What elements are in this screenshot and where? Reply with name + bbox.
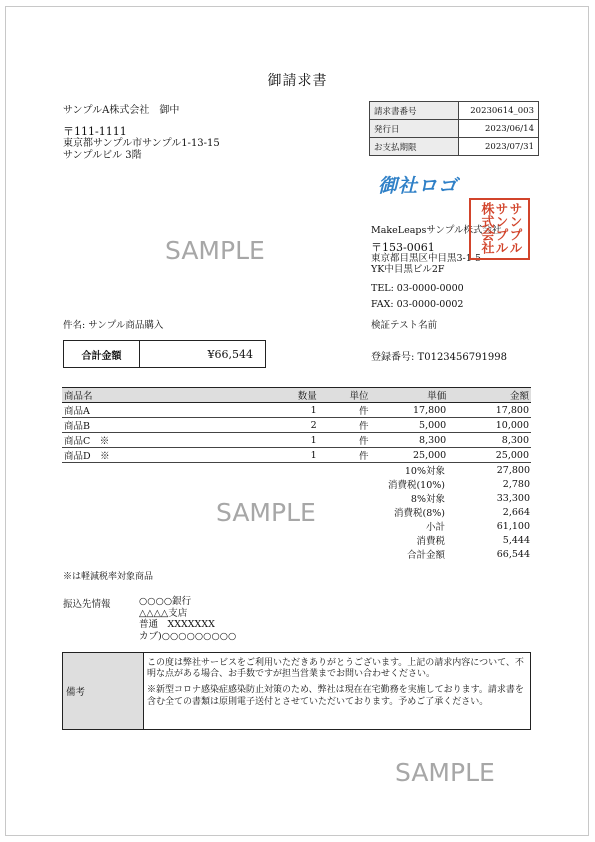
summary-value: 2,780: [502, 478, 530, 490]
total-amount-label: 合計金額: [64, 341, 140, 367]
summary-row: [370, 533, 530, 547]
issuer-address-line2: YK中目黒ビル2F: [371, 264, 445, 275]
item-price: 25,000: [370, 448, 448, 463]
item-name: 商品D ※: [62, 448, 245, 463]
document-title: 御請求書: [267, 73, 328, 89]
bank-account-holder: カブ)○○○○○○○○○: [139, 630, 237, 642]
tax-summary-table: [370, 463, 530, 561]
issuer-postal-code: 〒153-0061: [371, 241, 435, 254]
item-price: 8,300: [370, 433, 448, 448]
remarks-paragraph: ※新型コロナ感染症感染防止対策のため、弊社は現在在宅勤務を実施しております。請求書を含む全ての書類は原則電子送付とさせていただいております。予めご了承ください。: [147, 685, 524, 707]
remarks-content: [144, 653, 530, 729]
col-header-amount: 金額: [448, 388, 531, 403]
invoice-meta-table: [369, 101, 539, 156]
item-amount: 8,300: [448, 433, 531, 448]
summary-row: [370, 519, 530, 533]
item-qty: 2: [245, 418, 319, 433]
item-unit: 件: [319, 418, 371, 433]
registration-number: 登録番号: T0123456791998: [371, 352, 507, 363]
item-unit: 件: [319, 433, 371, 448]
item-qty: 1: [245, 433, 319, 448]
bank-info-label: 振込先情報: [63, 599, 111, 610]
remarks-paragraph: この度は弊社サービスをご利用いただきありがとうございます。上記の請求内容について、不明な点がある場合、お手数ですが担当営業までお問い合わせください。: [147, 658, 524, 680]
table-header-row: [62, 388, 531, 403]
client-address-line1: 東京都サンプル市サンプル1-13-15: [63, 138, 220, 149]
bank-branch: △△△△支店: [139, 607, 188, 619]
invoice-number-label: 請求書番号: [370, 102, 459, 120]
client-postal-code: 〒111-1111: [63, 125, 127, 138]
summary-label: 消費税: [416, 536, 445, 547]
summary-value: 66,544: [496, 548, 530, 560]
sample-watermark: SAMPLE: [165, 236, 265, 265]
col-header-name: 商品名: [62, 388, 245, 403]
issue-date-value: 2023/06/14: [459, 120, 539, 138]
table-row: [62, 433, 531, 448]
item-unit: 件: [319, 403, 371, 418]
summary-row: [370, 491, 530, 505]
summary-label: 8%対象: [410, 494, 445, 505]
issuer-fax: FAX: 03-0000-0002: [371, 299, 464, 310]
summary-value: 27,800: [496, 464, 530, 476]
total-amount-value: ¥66,544: [207, 347, 253, 361]
col-header-price: 単価: [370, 388, 448, 403]
item-unit: 件: [319, 448, 371, 463]
item-amount: 25,000: [448, 448, 531, 463]
meta-row: [370, 102, 539, 120]
summary-value: 5,444: [502, 534, 530, 546]
contact-person: 検証テスト名前: [371, 320, 438, 331]
summary-value: 2,664: [502, 506, 530, 518]
table-row: [62, 403, 531, 418]
item-name: 商品B: [62, 418, 245, 433]
summary-value: 33,300: [496, 492, 530, 504]
summary-label: 消費税(8%): [394, 508, 445, 519]
summary-row: [370, 505, 530, 519]
summary-label: 小計: [425, 522, 445, 533]
total-amount-box: [63, 340, 266, 368]
sample-watermark: SAMPLE: [216, 498, 316, 527]
reduced-tax-note: ※は軽減税率対象商品: [63, 572, 154, 582]
client-address-line2: サンプルビル 3階: [63, 150, 142, 161]
remarks-box: [62, 652, 531, 730]
issuer-address-line1: 東京都目黒区中目黒3-1-5: [371, 253, 482, 264]
bank-info: [139, 596, 236, 642]
issuer-tel: TEL: 03-0000-0000: [371, 283, 464, 294]
due-date-label: お支払期限: [370, 138, 459, 156]
item-amount: 17,800: [448, 403, 531, 418]
remarks-label: 備考: [63, 653, 144, 729]
summary-row: [370, 463, 530, 477]
col-header-qty: 数量: [245, 388, 319, 403]
summary-row: [370, 547, 530, 561]
recipient-name: サンプルA株式会社 御中: [63, 105, 180, 116]
item-price: 17,800: [370, 403, 448, 418]
item-name: 商品A: [62, 403, 245, 418]
meta-row: [370, 138, 539, 156]
item-name: 商品C ※: [62, 433, 245, 448]
seal-column: サンプル: [492, 202, 508, 254]
company-logo: 御社ロゴ: [378, 175, 459, 197]
bank-account: 普通 XXXXXXX: [139, 619, 215, 630]
summary-label: 消費税(10%): [387, 480, 445, 491]
summary-row: [370, 477, 530, 491]
due-date-value: 2023/07/31: [459, 138, 539, 156]
item-qty: 1: [245, 448, 319, 463]
summary-label: 10%対象: [404, 466, 445, 477]
sample-watermark: SAMPLE: [395, 758, 495, 787]
bank-name: ○○○○銀行: [139, 596, 192, 607]
meta-row: [370, 120, 539, 138]
issuer-name: MakeLeapsサンプル株式会社: [371, 225, 502, 236]
issue-date-label: 発行日: [370, 120, 459, 138]
item-price: 5,000: [370, 418, 448, 433]
table-row: [62, 418, 531, 433]
invoice-subject: 件名: サンプル商品購入: [63, 320, 164, 331]
seal-column: サンプル: [506, 202, 522, 254]
invoice-number-value: 20230614_003: [459, 102, 539, 120]
company-seal-stamp: [469, 198, 530, 260]
item-qty: 1: [245, 403, 319, 418]
client-address: [63, 126, 220, 162]
summary-value: 61,100: [496, 520, 530, 532]
item-amount: 10,000: [448, 418, 531, 433]
summary-label: 合計金額: [406, 550, 445, 561]
seal-column: 株式会社: [478, 202, 494, 254]
table-row: [62, 448, 531, 463]
col-header-unit: 単位: [319, 388, 371, 403]
line-items-table: [62, 387, 531, 463]
